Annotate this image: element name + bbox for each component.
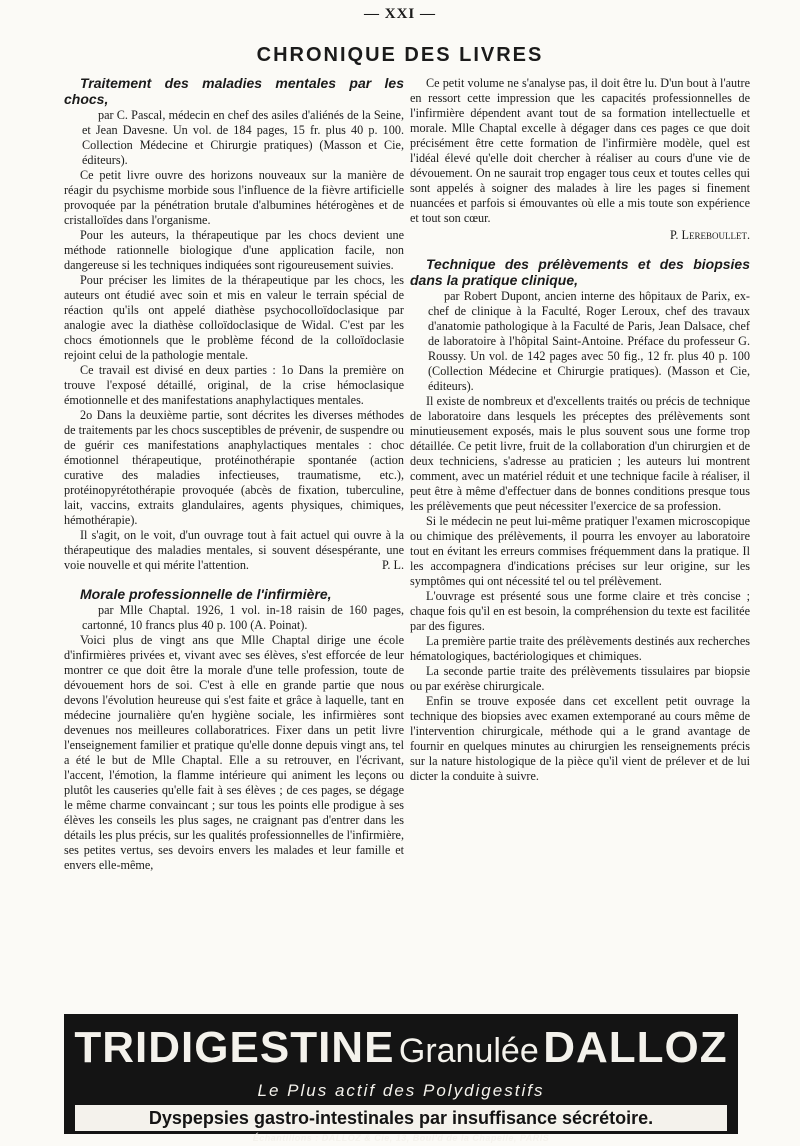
review-paragraph: Si le médecin ne peut lui-même pratiquer l'examen microscopique ou chimique des prélèvements, il pourra les envoyer au laboratoire tout en évitant les erreurs commises fréquemment dans la pratique. Il les accompagnera d'indications précises sur leur origine, sur les symptômes qui ont nécessité tel ou tel prélèvement.: [410, 514, 750, 588]
review-title: Morale professionnelle de l'infirmière,: [80, 586, 332, 602]
review-paragraph: Pour préciser les limites de la thérapeutique par les chocs, les auteurs ont étudié avec soin et mis en valeur le terrain spécial de réaction qu'ils ont appelé diathèse psychocolloïdoclasique par analogie avec la diathèse colloïdoclasique de Widal. C'est par les chocs émotionnels que le problème fécond de la colloïdoclasie rejoint celui de la pathologie mentale.: [64, 273, 404, 362]
review-heading: [64, 587, 404, 603]
review-morale-infirmiere-continued: [410, 76, 750, 243]
review-paragraph: Ce petit volume ne s'analyse pas, il doit être lu. D'un bout à l'autre en ressort cette impression que les capacités professionnelles de l'infirmière dépendent avant tout de sa formation intellectuelle et morale. Mlle Chaptal excelle à dégager dans ces pages ce que doit précisément être cette formation de l'infirmière modèle, quel est l'idéal élevé qu'elle doit chercher à réaliser au cours d'une vie de dévouement. On ne saurait trop engager tous ceux et toutes celles qui sont appelés à soigner des malades à lire les pages si finement nuancées et parfois si émouvantes où elle a mis toute son expérience et tout son cœur.: [410, 76, 750, 225]
review-traitement-chocs: [64, 76, 404, 573]
ad-brand-word: TRIDIGESTINE: [74, 1023, 395, 1072]
review-morale-infirmiere: [64, 587, 404, 873]
page-title: CHRONIQUE DES LIVRES: [256, 44, 544, 66]
review-reference: par Mlle Chaptal. 1926, 1 vol. in-18 raisin de 160 pages, cartonné, 10 francs plus 40 p. 100 (A. Poinat).: [82, 603, 404, 632]
review-paragraph: 2o Dans la deuxième partie, sont décrites les diverses méthodes de traitements par les chocs susceptibles de prévenir, de suspendre ou de guérir ces manifestations anaphylactiques mentales : choc émotionnel thérapeutique, protéinothérapie spontanée (action curative des maladies infectieuses, traumatisme, etc.), protéinopyrétothérapie provoquée (abcès de fixation, tuberculine, lait, vaccins, extraits glandulaires, agents physiques, chimiques, hémothérapie).: [64, 408, 404, 527]
ad-tagline: Le Plus actif des Polydigestifs: [257, 1081, 545, 1100]
review-paragraph: Enfin se trouve exposée dans cet excellent petit ouvrage la technique des biopsies avec examen extemporané au cours même de l'intervention chirurgicale, méthode qui a le grand avantage de fournir en quelques minutes au chirurgien les renseignements précis sur la nature histologique de la pièce qu'il vient de prélever et de lui dicter la conduite à suivre.: [410, 694, 750, 783]
review-reference: par Robert Dupont, ancien interne des hôpitaux de Parix, ex-chef de clinique à la Faculté, Roger Leroux, chef des travaux d'anatomie pathologique à la Faculté de Paris, Jean Dalsace, chef de laboratoire à l'hôpital Saint-Antoine. Préface du professeur G. Roussy. Un vol. de 142 pages avec 50 fig., 12 fr. plus 40 p. 100 (Collection Médecine et Chirurgie pratiques). (Masson et Cie, éditeurs).: [428, 289, 750, 393]
review-heading: [410, 257, 750, 289]
review-heading: [64, 76, 404, 108]
review-paragraph: Il existe de nombreux et d'excellents traités ou précis de technique de laboratoire dans lesquels les préceptes des prélèvements sont minutieusement exposés, mais le plus souvent sous une forme trop détaillée. Ce petit livre, fruit de la collaboration d'un chirurgien et de deux techniciens, s'adresse au praticien ; les auteurs lui montrent comment, avec un matériel réduit et une technique facile à réaliser, il peut être à même d'effectuer dans de bonnes conditions presque tous les prélèvements que peut nécessiter l'exercice de sa profession.: [410, 394, 750, 513]
page-number: — XXI —: [363, 6, 436, 22]
review-paragraph: L'ouvrage est présenté sous une forme claire et très concise ; chaque fois qu'il en est besoin, la compréhension du texte est facilitée par des figures.: [410, 589, 750, 633]
review-technique-prelevements: [410, 257, 750, 784]
ad-brand-name: [67, 1025, 735, 1081]
ad-indication: Dyspepsies gastro-intestinales par insuffisance sécrétoire.: [75, 1105, 727, 1131]
review-paragraph: [64, 528, 404, 573]
ad-brand-word: DALLOZ: [543, 1023, 728, 1072]
review-paragraph: Pour les auteurs, la thérapeutique par les chocs devient une méthode rationnelle biologique d'une application facile, non dangereuse si les techniques indiquées sont rigoureusement suivies.: [64, 228, 404, 272]
review-paragraph: La seconde partie traite des prélèvements tissulaires par biopsie ou par exérèse chirurgicale.: [410, 664, 750, 693]
review-signature: P. Lereboullet.: [669, 228, 750, 242]
review-paragraph: Ce petit livre ouvre des horizons nouveaux sur la manière de réagir du psychisme morbide sous l'influence de la fièvre artificielle provoquée par la pénétration brutale d'albumines hétérogènes et de cristalloïdes dans l'organisme.: [64, 168, 404, 227]
left-column: [64, 76, 404, 887]
review-title: Technique des prélèvements et des biopsies dans la pratique clinique,: [410, 256, 750, 288]
review-paragraph: Ce travail est divisé en deux parties : 1o Dans la première on trouve l'exposé détaillé, original, de la crise hémoclasique émotionnelle et des manifestations anaphylactiques mentales.: [64, 363, 404, 407]
review-title: Traitement des maladies mentales par les chocs,: [64, 75, 404, 107]
right-column: [410, 76, 750, 798]
review-paragraph-text: Il s'agit, on le voit, d'un ouvrage tout à fait actuel qui ouvre à la thérapeutique des maladies mentales, si souvent désespérante, une voie nouvelle et qui mérite l'attention.: [64, 528, 404, 572]
review-paragraph: Voici plus de vingt ans que Mlle Chaptal dirige une école d'infirmières privées et, vivant avec ses élèves, s'est efforcée de leur montrer ce que doit être la morale d'une telle profession, toute de dévouement hors de soi. C'est à elle en grande partie que nous devons l'évolution heureuse qui s'est faite et grâce à laquelle, tant en médecine journalière qu'en hygiène sociale, les infirmières sont devenues nos meilleures collaboratrices. Fixer dans un petit livre l'enseignement familier et pratique qu'elle donne depuis vingt ans, tel a été le but de Mlle Chaptal. Elle a su retrouver, en l'écrivant, l'accent, l'émotion, la flamme intérieure qui animent les leçons ou plutôt les causeries qu'elle fait à ses élèves ; de ces pages, se dégage le même charme convaincant ; sur tous les points elle prodigue à ses élèves les conseils les plus sages, ne craignant pas d'entrer dans les détails les plus précis, sur les qualités professionnelles de l'infirmière, ses petites vertus, ses devoirs envers les malades et leur famille et envers elle-même,: [64, 633, 404, 872]
review-signature: P. L.: [381, 558, 404, 572]
tridigestine-advertisement: [64, 1014, 738, 1143]
ad-address: Échantillons : DALLOZ & Cie, 13, Boul'd de la Chapelle, PARIS: [252, 1133, 550, 1143]
ad-brand-word: Granulée: [398, 1032, 539, 1070]
review-paragraph: La première partie traite des prélèvements destinés aux recherches hématologiques, bactériologiques et chimiques.: [410, 634, 750, 663]
review-reference: par C. Pascal, médecin en chef des asiles d'aliénés de la Seine, et Jean Davesne. Un vol. de 184 pages, 15 fr. plus 40 p. 100. Collection Médecine et Chirurgie pratiques) (Masson et Cie, éditeurs).: [82, 108, 404, 167]
